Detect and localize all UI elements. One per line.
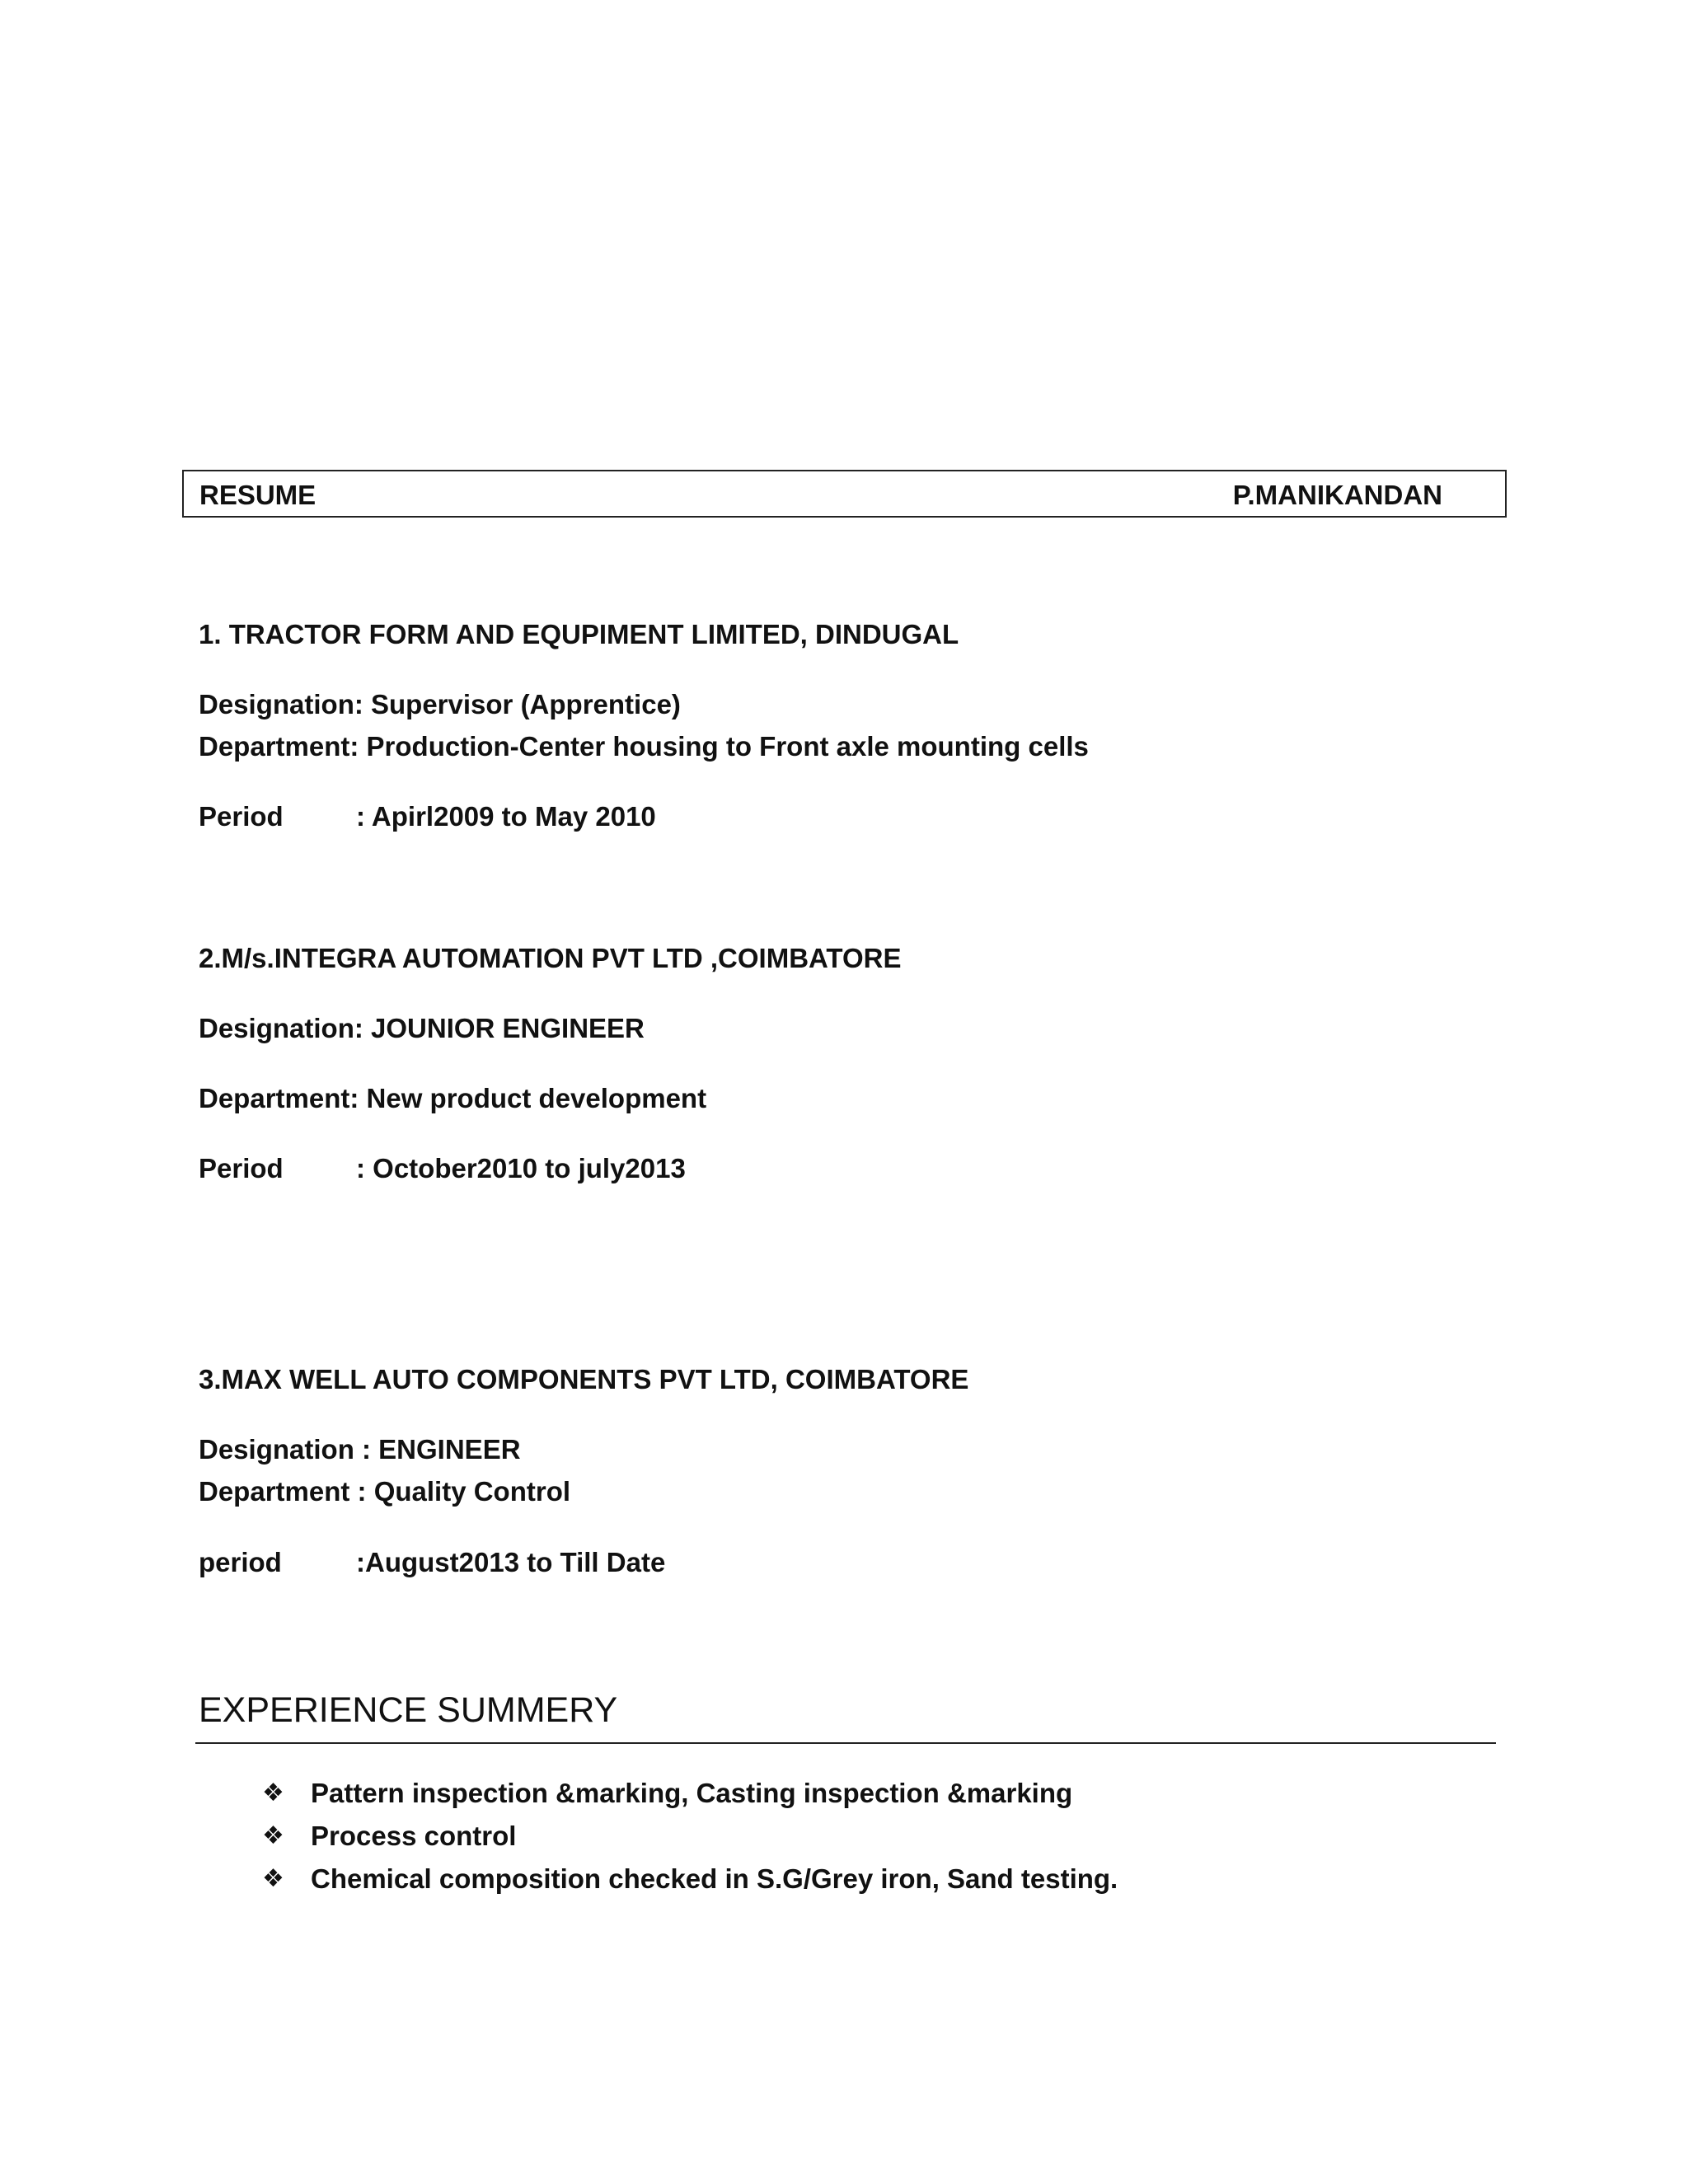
job-1-period-label: Period [199, 801, 284, 832]
list-item-text: Pattern inspection &marking, Casting inspection &marking [311, 1778, 1073, 1808]
job-3-period-value: :August2013 to Till Date [356, 1547, 666, 1577]
experience-summary-title: EXPERIENCE SUMMERY [199, 1690, 618, 1730]
list-item-text: Chemical composition checked in S.G/Grey iron, Sand testing. [311, 1863, 1118, 1894]
diamond-bullet-icon: ❖ [262, 1865, 284, 1892]
job-2-period-label: Period [199, 1153, 284, 1183]
job-2-designation: Designation: JOUNIOR ENGINEER [199, 1013, 645, 1043]
job-1-company: 1. TRACTOR FORM AND EQUPIMENT LIMITED, DINDUGAL [199, 619, 959, 649]
job-2-company: 2.M/s.INTEGRA AUTOMATION PVT LTD ,COIMBATORE [199, 943, 902, 973]
candidate-name: P.MANIKANDAN [1232, 480, 1442, 510]
job-3-period-label: period [199, 1547, 282, 1577]
job-3-department: Department : Quality Control [199, 1476, 571, 1507]
document-title: RESUME [199, 480, 316, 510]
job-3-designation: Designation : ENGINEER [199, 1434, 521, 1465]
job-1-period [199, 800, 656, 833]
job-2-period-value: : October2010 to july2013 [356, 1153, 686, 1183]
diamond-bullet-icon: ❖ [262, 1822, 284, 1849]
job-3-company: 3.MAX WELL AUTO COMPONENTS PVT LTD, COIMBATORE [199, 1364, 969, 1394]
job-3-period [199, 1546, 665, 1579]
section-divider [195, 1742, 1496, 1744]
list-item [262, 1815, 1118, 1858]
job-2-period [199, 1152, 686, 1185]
list-item [262, 1772, 1118, 1815]
list-item-text: Process control [311, 1821, 517, 1851]
header-box [182, 470, 1507, 518]
job-1-department: Department: Production-Center housing to Front axle mounting cells [199, 731, 1089, 762]
job-1-period-value: : Apirl2009 to May 2010 [356, 801, 656, 832]
diamond-bullet-icon: ❖ [262, 1779, 284, 1807]
experience-list [262, 1772, 1118, 1900]
job-1-designation: Designation: Supervisor (Apprentice) [199, 689, 681, 719]
list-item [262, 1858, 1118, 1900]
job-2-department: Department: New product development [199, 1083, 707, 1113]
